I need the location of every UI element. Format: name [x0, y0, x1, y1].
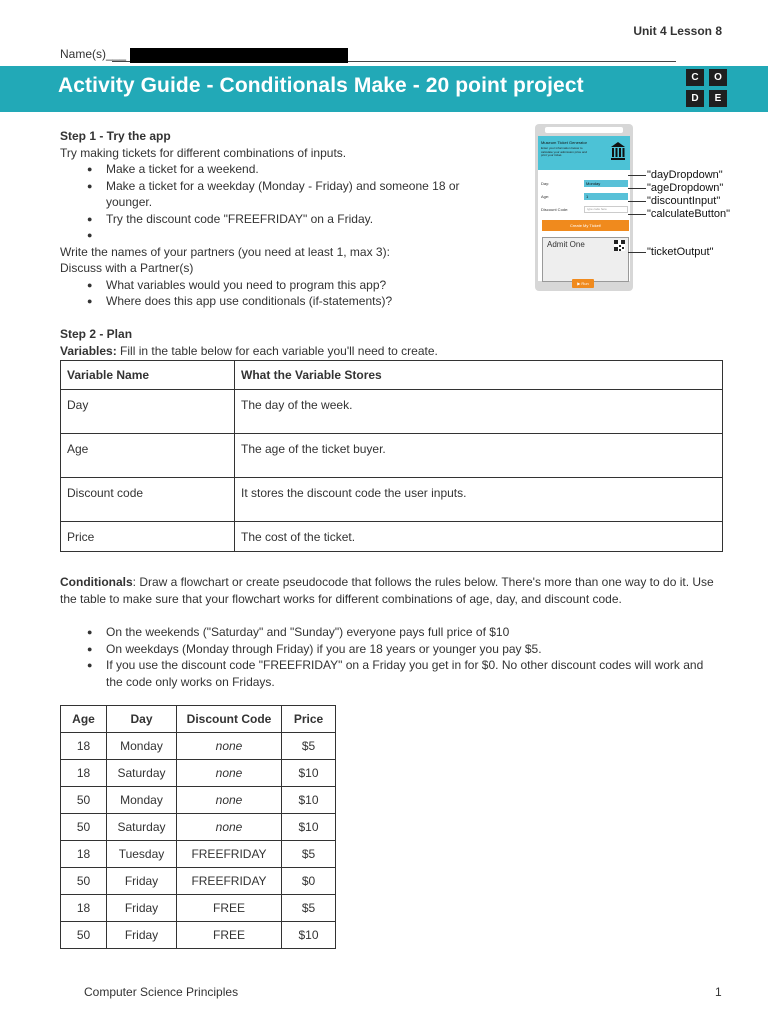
callout-line-ticket	[628, 252, 646, 253]
table-cell: FREE	[177, 895, 282, 922]
page-title: Activity Guide - Conditionals Make - 20 point project	[58, 74, 584, 97]
conditionals-label: Conditionals	[60, 575, 133, 589]
age-dropdown[interactable]: 1	[584, 193, 628, 200]
table-row	[61, 868, 336, 895]
table-cell: 50	[61, 814, 107, 841]
table-row	[61, 478, 723, 522]
table-cell: Friday	[107, 868, 177, 895]
partners-prompt: Write the names of your partners (you need at least 1, max 3):	[60, 244, 390, 259]
table-row	[61, 733, 336, 760]
footer-course: Computer Science Principles	[84, 985, 239, 999]
step1-section	[60, 128, 500, 310]
table-cell: $10	[282, 922, 336, 949]
discuss-heading: Discuss with a Partner(s)	[60, 261, 194, 275]
table-cell[interactable]: The cost of the ticket.	[235, 522, 723, 552]
list-item: ● Make a ticket for a weekday (Monday - Friday) and someone 18 or younger.	[60, 178, 500, 211]
conditionals-instructions	[60, 574, 730, 607]
table-cell: 18	[61, 760, 107, 787]
table-header-row	[61, 361, 723, 390]
table-cell: 18	[61, 733, 107, 760]
list-item: ● What variables would you need to program this app?	[60, 277, 500, 294]
app-day-label: Day:	[541, 181, 550, 186]
app-screen	[538, 136, 630, 281]
table-cell: $10	[282, 787, 336, 814]
callout-line-age	[628, 188, 646, 189]
conditionals-section	[60, 574, 730, 690]
table-cell: $5	[282, 841, 336, 868]
table-cell: none	[177, 760, 282, 787]
table-cell: FREE	[177, 922, 282, 949]
table-row	[61, 522, 723, 552]
table-cell[interactable]: Discount code	[61, 478, 235, 522]
table-cell[interactable]: The day of the week.	[235, 390, 723, 434]
table-row	[61, 434, 723, 478]
table-cell: $5	[282, 895, 336, 922]
list-item: ● Make a ticket for a weekend.	[60, 161, 500, 178]
table-cell: 50	[61, 787, 107, 814]
callout-line-day	[628, 175, 646, 176]
app-device-bar	[545, 127, 623, 133]
logo-letter-o: O	[709, 69, 727, 86]
table-cell: FREEFRIDAY	[177, 868, 282, 895]
run-label: Run	[581, 281, 589, 286]
run-button[interactable]	[572, 279, 594, 288]
table-row	[61, 390, 723, 434]
table-cell: none	[177, 733, 282, 760]
table-cell[interactable]: Day	[61, 390, 235, 434]
callout-calculate-button: "calculateButton"	[647, 208, 731, 220]
table-cell: 18	[61, 895, 107, 922]
step1-intro: Try making tickets for different combinations of inputs.	[60, 145, 347, 160]
day-dropdown[interactable]: Monday	[584, 180, 628, 187]
callout-discount-input: "discountInput"	[647, 195, 721, 207]
step1-bullet-list	[60, 161, 500, 244]
museum-icon	[610, 140, 626, 162]
ticket-output-text: Admit One	[547, 240, 585, 249]
list-item: ● On the weekends ("Saturday" and "Sunday") everyone pays full price of $10	[60, 624, 710, 641]
price-test-table	[60, 705, 336, 949]
create-ticket-button[interactable]: Create My Ticket!	[542, 220, 629, 231]
list-item: ● If you use the discount code "FREEFRIDAY" on a Friday you get in for $0. No other discount codes will work and the code only works on Fridays.	[60, 657, 710, 690]
variables-text: Fill in the table below for each variable you'll need to create.	[116, 343, 438, 358]
table-cell: Tuesday	[107, 841, 177, 868]
list-item: ● On weekdays (Monday through Friday) if you are 18 years or younger you pay $5.	[60, 641, 710, 658]
callout-age-dropdown: "ageDropdown"	[647, 182, 724, 194]
table-cell[interactable]: It stores the discount code the user inputs.	[235, 478, 723, 522]
discuss-bullet-list	[60, 277, 500, 310]
step2-section	[60, 326, 730, 359]
table-header-cell: Price	[282, 706, 336, 733]
list-item: ● Where does this app use conditionals (if-statements)?	[60, 293, 500, 310]
table-cell[interactable]: Price	[61, 522, 235, 552]
table-cell: $10	[282, 814, 336, 841]
table-cell: none	[177, 787, 282, 814]
table-cell: 18	[61, 841, 107, 868]
callout-ticket-output: "ticketOutput"	[647, 246, 714, 258]
logo-letter-d: D	[686, 90, 704, 107]
table-row	[61, 814, 336, 841]
code-org-logo	[686, 69, 728, 109]
redacted-name-bar	[130, 48, 348, 63]
variables-label: Variables:	[60, 343, 117, 358]
table-row	[61, 922, 336, 949]
callout-line-calculate	[628, 214, 646, 215]
step1-heading: Step 1 - Try the app	[60, 129, 171, 143]
table-cell: $10	[282, 760, 336, 787]
table-cell: Monday	[107, 733, 177, 760]
footer-page-number: 1	[715, 985, 722, 999]
qr-code-icon	[614, 240, 625, 251]
variables-instructions	[60, 343, 730, 360]
table-header-row	[61, 706, 336, 733]
callout-line-discount	[628, 201, 646, 202]
table-row	[61, 760, 336, 787]
step2-heading: Step 2 - Plan	[60, 327, 133, 341]
app-age-label: Age:	[541, 194, 550, 199]
table-row	[61, 895, 336, 922]
table-cell[interactable]: Age	[61, 434, 235, 478]
app-title: Museum Ticket Generator	[541, 140, 588, 145]
table-cell: FREEFRIDAY	[177, 841, 282, 868]
conditionals-text: : Draw a flowchart or create pseudocode that follows the rules below. There's more than one way to do it. Use the table to make sure that your flowchart works for different combinations of age, day, and discount code.	[60, 575, 714, 606]
list-item: ● Try the discount code "FREEFRIDAY" on a Friday.	[60, 211, 500, 228]
app-discount-label: Discount Code:	[541, 207, 569, 212]
app-phone-mockup	[535, 124, 633, 291]
app-subtitle: Enter your information below to calculate your admission price and print your ticket.	[541, 146, 588, 157]
callout-day-dropdown: "dayDropdown"	[647, 169, 723, 181]
table-cell: 50	[61, 922, 107, 949]
table-cell: Saturday	[107, 814, 177, 841]
table-header-cell: Discount Code	[177, 706, 282, 733]
table-cell: Monday	[107, 787, 177, 814]
table-cell: $5	[282, 733, 336, 760]
table-row	[61, 787, 336, 814]
names-label: Name(s)___	[60, 47, 127, 61]
logo-letter-c: C	[686, 69, 704, 86]
table-header-cell: Age	[61, 706, 107, 733]
app-header	[538, 136, 630, 170]
table-row	[61, 841, 336, 868]
table-cell: Friday	[107, 895, 177, 922]
list-item-empty	[60, 227, 500, 244]
table-header-cell: Variable Name	[61, 361, 235, 390]
table-cell: none	[177, 814, 282, 841]
table-header-cell: What the Variable Stores	[235, 361, 723, 390]
table-cell: Saturday	[107, 760, 177, 787]
table-cell: 50	[61, 868, 107, 895]
variables-table	[60, 360, 723, 552]
table-cell: $0	[282, 868, 336, 895]
logo-letter-e: E	[709, 90, 727, 107]
table-cell[interactable]: The age of the ticket buyer.	[235, 434, 723, 478]
discount-input[interactable]: type code here	[584, 206, 628, 213]
play-icon: ▶	[577, 281, 582, 286]
unit-lesson-label: Unit 4 Lesson 8	[633, 24, 722, 38]
table-header-cell: Day	[107, 706, 177, 733]
table-cell: Friday	[107, 922, 177, 949]
ticket-output	[542, 237, 629, 282]
rules-list	[60, 624, 710, 690]
